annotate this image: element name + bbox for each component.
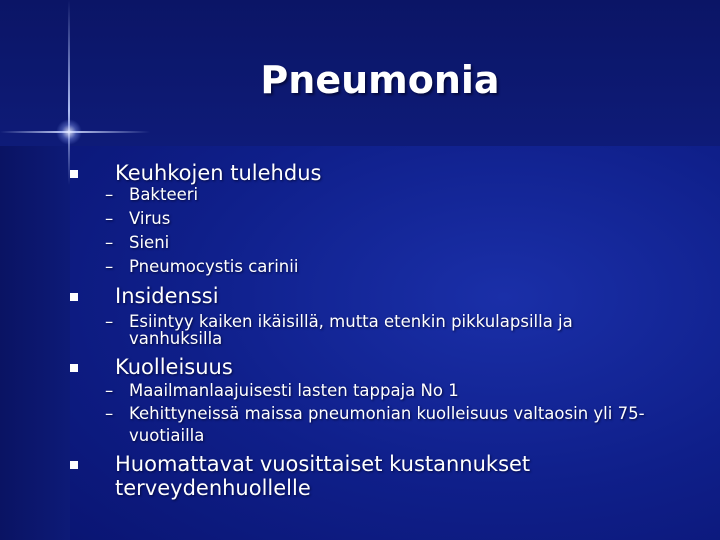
bullet-marker (70, 364, 78, 372)
bullet-text: terveydenhuollelle (115, 476, 311, 500)
sub-bullet-text: Sieni (129, 233, 170, 252)
bullet-text: Insidenssi (115, 284, 219, 308)
sub-bullet-text: Esiintyy kaiken ikäisillä, mutta etenkin pikkulapsilla ja (129, 312, 573, 331)
bullet-marker (70, 461, 78, 469)
sub-bullet-text: vanhuksilla (129, 329, 223, 348)
sub-marker: – (105, 404, 114, 423)
sub-marker: – (105, 185, 114, 204)
bullet-text: Huomattavat vuosittaiset kustannukset (115, 452, 531, 476)
sub-marker: – (105, 312, 114, 331)
slide-title: Pneumonia (260, 58, 500, 102)
sub-bullet-text: Bakteeri (129, 185, 199, 204)
sub-bullet-text: vuotiailla (129, 426, 205, 445)
sub-marker: – (105, 257, 114, 276)
bullet-text: Keuhkojen tulehdus (115, 161, 322, 185)
bullet-marker (70, 293, 78, 301)
sub-marker: – (105, 233, 114, 252)
bullet-text: Kuolleisuus (115, 355, 233, 379)
sub-marker: – (105, 209, 114, 228)
sub-bullet-text: Maailmanlaajuisesti lasten tappaja No 1 (129, 381, 459, 400)
sub-bullet-text: Pneumocystis carinii (129, 257, 299, 276)
left-band (0, 146, 70, 540)
sub-bullet-text: Kehittyneissä maissa pneumonian kuolleisuus valtaosin yli 75- (129, 404, 645, 423)
bullet-marker (70, 170, 78, 178)
sub-marker: – (105, 381, 114, 400)
sub-bullet-text: Virus (129, 209, 171, 228)
light-flare-glow (56, 119, 82, 145)
